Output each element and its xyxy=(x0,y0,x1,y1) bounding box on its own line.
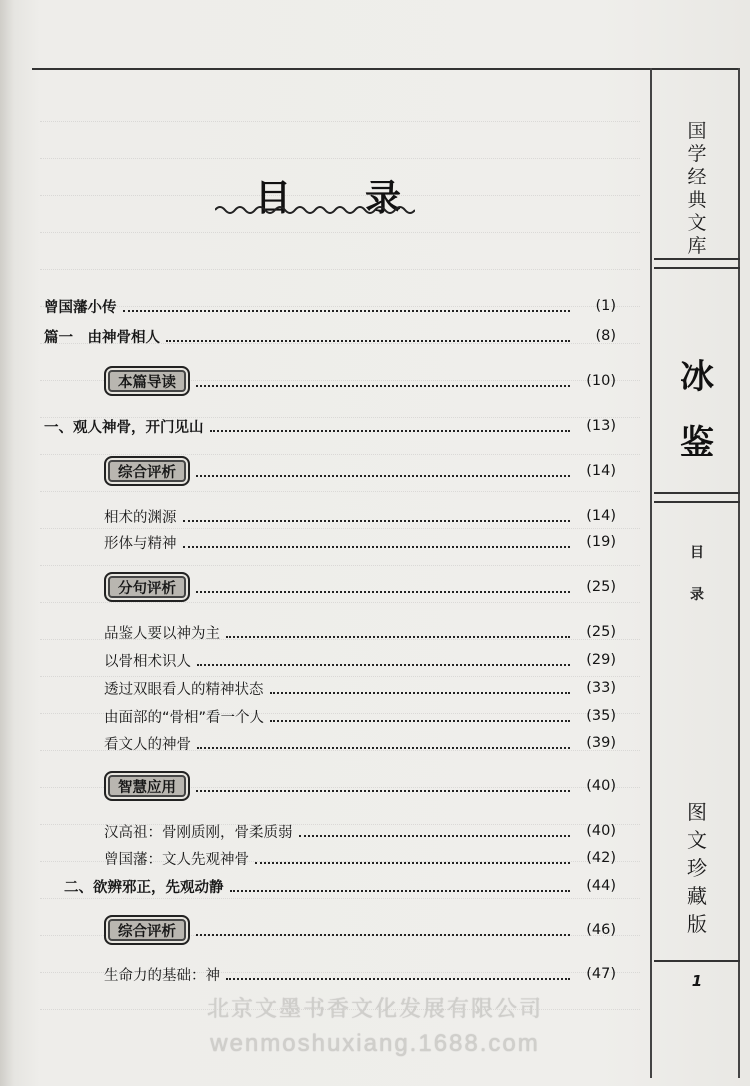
toc-entry-label: 品鉴人要以神为主 xyxy=(104,625,220,642)
toc-entry-page: (44) xyxy=(586,878,616,894)
page-number-rule xyxy=(654,960,740,962)
section-badge: 本篇导读 xyxy=(104,366,190,396)
leader-dots xyxy=(196,473,570,477)
series-char: 文 xyxy=(687,212,707,234)
leader-dots xyxy=(183,518,571,522)
toc-entry[interactable] xyxy=(104,575,616,599)
toc-entry-page: (25) xyxy=(586,579,616,595)
toc-entry-label: 以骨相术识人 xyxy=(104,653,191,670)
toc-entry[interactable] xyxy=(104,504,616,528)
toc-entry[interactable] xyxy=(104,918,616,942)
sidebar-separator xyxy=(654,258,740,269)
sidebar-separator xyxy=(654,492,740,503)
edition-tag xyxy=(654,798,740,938)
toc-entry[interactable] xyxy=(104,530,616,554)
toc-entry-label: 曾国藩小传 xyxy=(44,299,117,316)
toc-entry-page: (39) xyxy=(586,735,616,751)
toc-entry-page: (14) xyxy=(586,508,616,524)
toc-entry-page: (14) xyxy=(586,463,616,479)
leader-dots xyxy=(197,745,570,749)
sidebar-rule-left xyxy=(650,68,652,1078)
book-title-char: 鉴 xyxy=(680,423,714,463)
edition-char: 藏 xyxy=(687,884,707,908)
section-badge: 分句评析 xyxy=(104,572,190,602)
toc-entry-label: 曾国藩：文人先观神骨 xyxy=(104,851,249,868)
toc-entry-label: 形体与精神 xyxy=(104,535,177,552)
leader-dots xyxy=(226,634,570,638)
toc-entry-page: (47) xyxy=(586,966,616,982)
watermark-url: wenmoshuxiang.1688.com xyxy=(210,1030,540,1057)
edition-char: 文 xyxy=(687,828,707,852)
toc-entry-page: (40) xyxy=(586,778,616,794)
leader-dots xyxy=(226,976,570,980)
toc-entry[interactable] xyxy=(104,459,616,483)
leader-dots xyxy=(196,383,570,387)
edition-char: 版 xyxy=(687,912,707,936)
toc-entry[interactable] xyxy=(44,324,616,348)
toc-entry[interactable] xyxy=(104,648,616,672)
page-title xyxy=(215,170,415,219)
toc-entry-page: (19) xyxy=(586,534,616,550)
section-char: 目 xyxy=(690,545,704,561)
toc-entry-label: 看文人的神骨 xyxy=(104,736,191,753)
toc-entry[interactable] xyxy=(104,704,616,728)
toc-entry-page: (8) xyxy=(595,328,616,344)
wavy-underline xyxy=(215,204,415,216)
title-char-1: 目 xyxy=(255,177,292,219)
series-char: 库 xyxy=(687,235,707,257)
toc-entry-label: 相术的渊源 xyxy=(104,509,177,526)
toc-entry-page: (1) xyxy=(595,298,616,314)
leader-dots xyxy=(255,860,570,864)
toc-entry[interactable] xyxy=(104,369,616,393)
leader-dots xyxy=(196,932,570,936)
leader-dots xyxy=(230,888,571,892)
series-char: 典 xyxy=(687,189,707,211)
leader-dots xyxy=(196,589,570,593)
toc-entry[interactable] xyxy=(104,819,616,843)
toc-entry[interactable] xyxy=(64,874,616,898)
leader-dots xyxy=(196,788,570,792)
leader-dots xyxy=(210,428,571,432)
series-char: 国 xyxy=(687,120,707,142)
toc-entry[interactable] xyxy=(104,620,616,644)
toc-entry[interactable] xyxy=(104,846,616,870)
toc-entry-label: 透过双眼看人的精神状态 xyxy=(104,681,264,698)
leader-dots xyxy=(183,544,571,548)
leader-dots xyxy=(123,308,571,312)
toc-entry-page: (40) xyxy=(586,823,616,839)
page-number: 1 xyxy=(691,972,703,990)
series-char: 学 xyxy=(687,143,707,165)
section-badge: 综合评析 xyxy=(104,456,190,486)
toc-entry[interactable] xyxy=(104,962,616,986)
series-char: 经 xyxy=(687,166,707,188)
toc-entry-page: (35) xyxy=(586,708,616,724)
leader-dots xyxy=(197,662,570,666)
book-title xyxy=(654,320,740,500)
leader-dots xyxy=(299,833,571,837)
leader-dots xyxy=(270,690,571,694)
leader-dots xyxy=(270,718,570,722)
section-name xyxy=(654,532,740,622)
leader-dots xyxy=(166,338,570,342)
toc-entry[interactable] xyxy=(44,294,616,318)
book-title-char: 冰 xyxy=(680,357,714,397)
watermark-company: 北京文墨书香文化发展有限公司 xyxy=(206,996,543,1021)
toc-entry-page: (10) xyxy=(586,373,616,389)
toc-entry[interactable] xyxy=(104,676,616,700)
section-badge: 智慧应用 xyxy=(104,771,190,801)
toc-entry-page: (13) xyxy=(586,418,616,434)
toc-entry-label: 一、观人神骨，开门见山 xyxy=(44,419,204,436)
edition-char: 珍 xyxy=(687,856,707,880)
toc-entry-label: 汉高祖：骨刚质刚，骨柔质弱 xyxy=(104,824,293,841)
toc-entry-page: (33) xyxy=(586,680,616,696)
section-badge: 综合评析 xyxy=(104,915,190,945)
toc-entry[interactable] xyxy=(44,414,616,438)
section-char: 录 xyxy=(690,587,704,603)
toc-entry-label: 由面部的“骨相”看一个人 xyxy=(104,709,265,726)
toc-entry-page: (42) xyxy=(586,850,616,866)
series-name xyxy=(654,120,740,320)
toc-entry-page: (46) xyxy=(586,922,616,938)
toc-entry-label: 二、欲辨邪正，先观动静 xyxy=(64,879,224,896)
toc-entry-page: (29) xyxy=(586,652,616,668)
edition-char: 图 xyxy=(687,800,707,824)
toc-entry-label: 篇一 由神骨相人 xyxy=(44,329,160,346)
top-rule xyxy=(32,68,740,70)
toc-entry-label: 生命力的基础：神 xyxy=(104,967,220,984)
toc-entry-page: (25) xyxy=(586,624,616,640)
toc-entry[interactable] xyxy=(104,731,616,755)
title-char-2: 录 xyxy=(365,177,402,219)
toc-entry[interactable] xyxy=(104,774,616,798)
